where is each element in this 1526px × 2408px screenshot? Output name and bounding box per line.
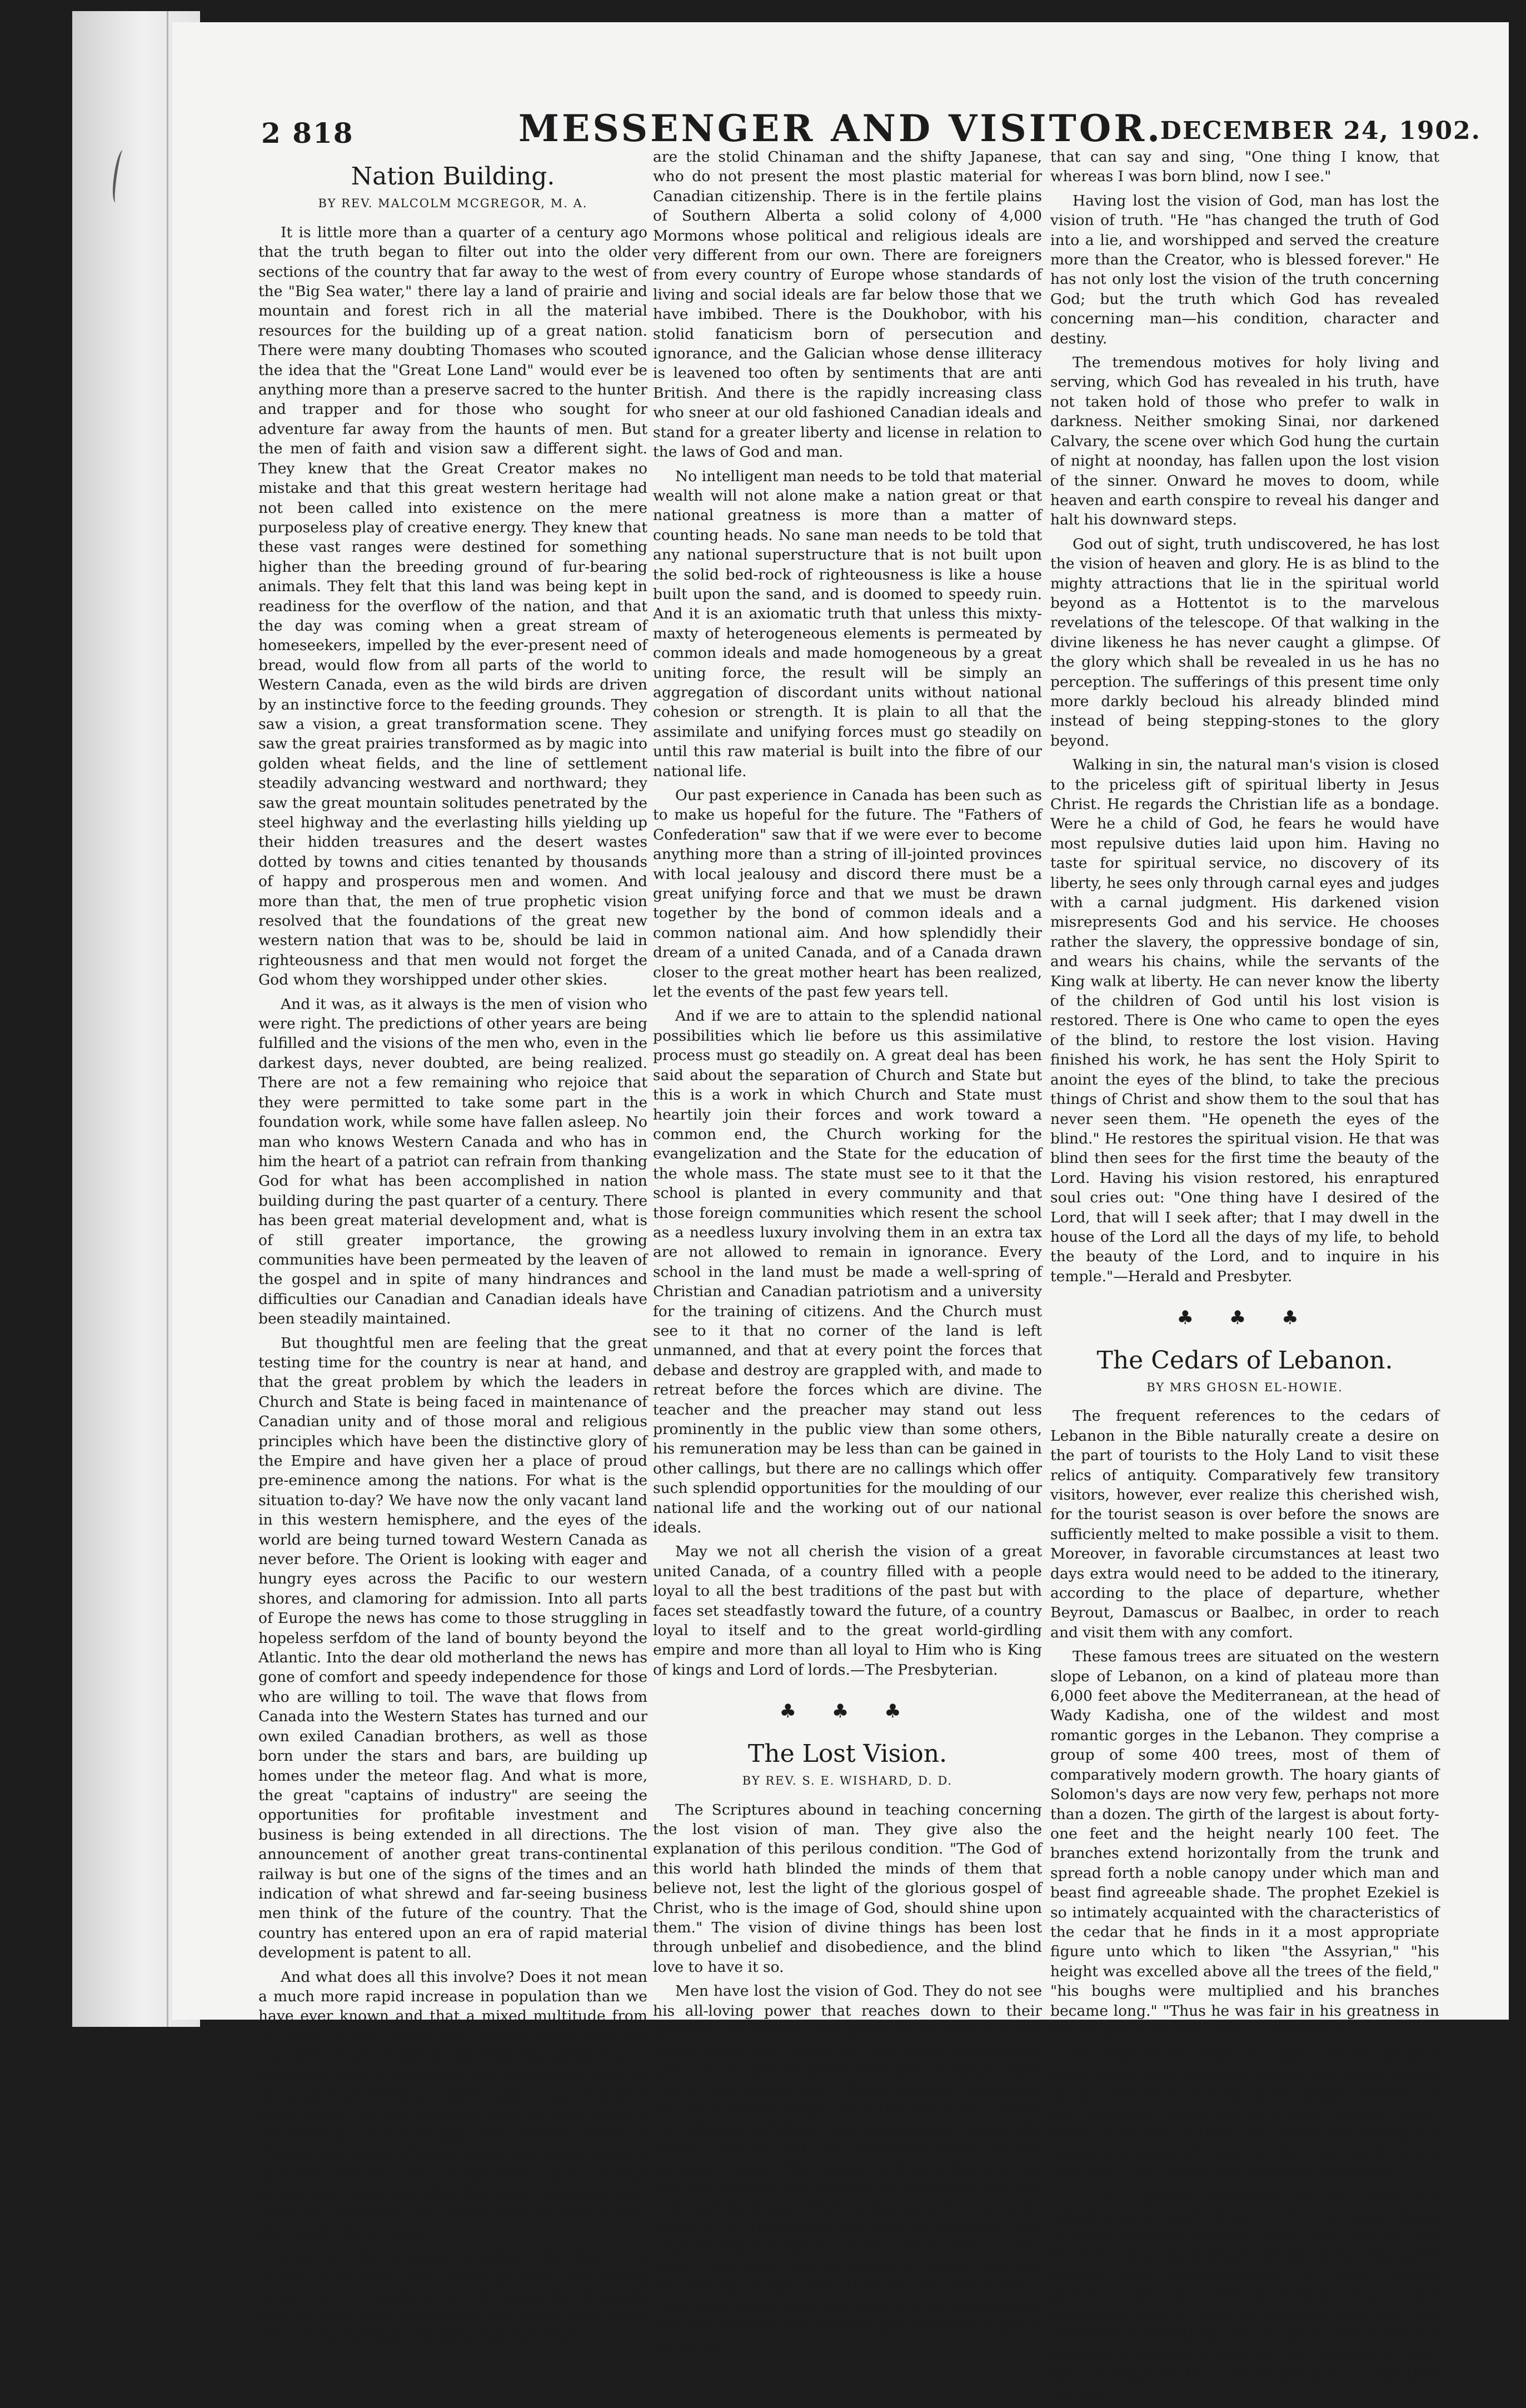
newspaper-title: MESSENGER AND VISITOR. [518,107,1163,150]
paragraph: are the stolid Chinaman and the shifty Japanese, who do not present the most plastic material for Canadian citizenship. There is in the fertile plains of Southern Alberta a solid colony of 4,000 Mormons whose political and religious ideals are very different from our own. There are foreigners from every country of Europe whose standards of living and social ideals are far below those that we have imbibed. There is the Doukhobor, with his stolid fanaticism born of persecution and ignorance, and the Galician whose dense illiteracy is leavened too often by sentiments that are anti British. And there is the rapidly increasing class who sneer at our old fashioned Canadian ideals and stand for a greater liberty and license in relation to the laws of God and man. [653,148,1042,461]
newspaper-page [172,22,1509,2402]
paragraph: that can say and sing, "One thing I know, that whereas I was born blind, now I see." [1050,148,1439,186]
paragraph: And it was, as it always is the men of vision who were right. The predictions of other years are being fulfilled and the visions of the men who, even in the darkest days, never doubted, are being realized. There are not a few remaining who rejoice that they were permitted to take some part in the foundation work, while some have fallen asleep. No man who knows Western Canada and who has in him the heart of a patriot can refrain from thanking God for what has been accomplished in nation building during the past quarter of a century. There has been great material development and, what is of still greater importance, the growing communities have been permeated by the leaven of the gospel and in spite of many hindrances and difficulties our Canadian and Canadian ideals have been steadily maintained. [258,995,647,1328]
paragraph: The tremendous motives for holy living and serving, which God has revealed in his truth, have not taken hold of those who prefer to walk in darkness. Neither smoking Sinai, nor darkened Calvary, the scene over which God hung the curtain of night at noonday, has fallen upon the lost vision of the sinner. Onward he moves to doom, while heaven and earth conspire to reveal his danger and halt his downward steps. [1050,354,1439,529]
paragraph: The Scriptures abound in teaching concerning the lost vision of man. They give also the explanation of this perilous condition. "The God of this world hath blinded the minds of them that believe not, lest the light of the glorious gospel of Christ, who is the image of God, should shine upon them." The vision of divine things has been lost through unbelief and disobedience, and the blind love to have it so. [653,1801,1042,1976]
byline-nation-building: BY REV. MALCOLM MCGREGOR, M. A. [318,197,588,211]
paragraph: And what does all this involve? Does it not mean a much more rapid increase in population than we have ever known and that a mixed multitude from all parts of the world will spread itself over our country? Does it not mean that the problems in statecraft and in education and missionary work in the past have been as child's play compared with those which we will speedily have to face? Does it not mean too that if Canada ever needed leaders in Church and State of large vision and noble outlook in order that the heart of the nation may be kept strong and true, and that the baser elements that work for weakness and decay may be kept under, she needs them today. [258,1968,647,2241]
paragraph: Men have lost the vision of God. They do not see his all-loving power that reaches down to their greatest necessities and perils. They have lost the vision of his holy character, and "have changed the glory of the uncorruptible God into an image made like of corruptible man." Blind unbelief represents God by a visible image, or if the idol is too coarse for cultured infidelity, the imagination paints the divine One to suit the depraved views of the darkened mind. The beauty and excellence of his glorious majesty are invisible to the minds that see only earthly things. Not having seen him by faith, there is no transformation into his likeness. The inspired representations of God are to them as idle tales. They have lost all power of vision, can see "no beauty in him that they should desire him." They have never seen the light of that countenance that has beamed life and brought unutterable joy to the souls [653,1982,1042,2354]
paragraph: Walking in sin, the natural man's vision is closed to the priceless gift of spiritual liberty in Jesus Christ. He regards the Christian life as a bondage. Were he a child of God, he fears he would have most repulsive duties laid upon him. Having no taste for spiritual service, no discovery of its liberty, he sees only through carnal eyes and judges with a carnal judgment. His darkened vision misrepresents God and his service. He chooses rather the slavery, the oppressive bondage of sin, and wears his chains, while the servants of the King walk at liberty. He can never know the liberty of the children of God until his lost vision is restored. There is One who came to open the eyes of the blind, to restore the lost vision. Having finished his work, he has sent the Holy Spirit to anoint the eyes of the blind, to take the precious things of Christ and show them to the soul that has never seen them. "He openeth the eyes of the blind." He restores the spiritual vision. He that was blind then sees for the first time the beauty of the Lord. Having his vision restored, his enraptured soul cries out: "One thing have I desired of the Lord, that will I seek after; that I may dwell in the house of the Lord all the days of my life, to behold the beauty of the Lord, and to inquire in his temple."—Herald and Presbyter. [1050,756,1439,1285]
paragraph: The frequent references to the cedars of Lebanon in the Bible naturally create a desire on the part of tourists to the Holy Land to visit these relics of antiquity. Comparatively few transitory visitors, however, ever realize this cherished wish, for the tourist season is over before the snows are sufficiently melted to make possible a visit to them. Moreover, in favorable circumstances at least two days extra would need to be added to the itinerary, according to the place of departure, whether Beyrout, Damascus or Baalbec, in order to reach and visit them with any comfort. [1050,1407,1439,1641]
paragraph: It is little more than a quarter of a century ago that the truth began to filter out into the older sections of the country that far away to the west of the "Big Sea water," there lay a land of prairie and mountain and forest rich in all the material resources for the building up of a great nation. There were many doubting Thomases who scouted the idea that the "Great Lone Land" would ever be anything more than a preserve sacred to the hunter and trapper and for those who sought for adventure far away from the haunts of men. But the men of faith and vision saw a different sight. They knew that the Great Creator makes no mistake and that this great western heritage had not been called into existence on the mere purposeless play of creative energy. They knew that these vast ranges were destined for something higher than the breeding ground of fur-bearing animals. They felt that this land was being kept in readiness for the overflow of the nation, and that the day was coming when a great stream of homeseekers, impelled by the ever-present need of bread, would flow from all parts of the world to Western Canada, even as the wild birds are driven by an instinctive force to the feeding grounds. They saw a vision, a great transformation scene. They saw the great prairies transformed as by magic into golden wheat fields, and the line of settlement steadily advancing westward and northward; they saw the great mountain solitudes penetrated by the steel highway and the everlasting hills yielding up their hidden treasures and the desert wastes dotted by towns and cities tenanted by thousands of happy and prosperous men and women. And more than that, the men of true prophetic vision resolved that the foundations of the great new western nation that was to be, should be laid in righteousness and that men would not forget the God whom they worshipped under other skies. [258,223,647,989]
paragraph: Look at the present situation. We have the Indian population and, although they are fading away every consideration of humanity demands that we shall deal generously and kindly with those into whose heritage we have entered. There [258,2248,647,2344]
paragraph: It is a grand experience to sit under the "shadowing shroud" (Ezek., 31:3,) the dense shade of these solemnly majestic trees, and look up into the rich, close, dark-green canopy above; the awful silence and impressiveness of their stately presence fills one with a feeling of awe and reverence that is akin to worship, and one can understand something of the spirit which led the heathen to choose groves for the worship of their idols, (I Kings 15:13,) and the awful snare that they became [1050,2188,1439,2402]
byline-cedars-of-lebanon: BY MRS GHOSN EL-HOWIE. [1146,1380,1343,1394]
section-divider: ♣ ♣ ♣ [1176,1307,1313,1330]
paragraph: God out of sight, truth undiscovered, he has lost the vision of heaven and glory. He is as blind to the mighty attractions that lie in the spiritual world beyond as a Hottentot is to the marvelous revelations of the telescope. Of that walking in the divine likeness he has never caught a glimpse. Of the glory which shall be revealed in us he has no perception. The sufferings of this present time only more darkly becloud his already blinded mind instead of being stepping-stones to the glory beyond. [1050,535,1439,750]
paragraph: Our past experience in Canada has been such as to make us hopeful for the future. The "Fathers of Confederation" saw that if we were ever to become anything more than a string of ill-jointed provinces with local jealousy and discord there must be a great unifying force and that we must be drawn together by the bond of common ideals and a common national aim. And how splendidly their dream of a united Canada, and of a Canada drawn closer to the great mother heart has been realized, let the events of the past few years tell. [653,787,1042,1001]
paragraph: Having lost the vision of God, man has lost the vision of truth. "He "has changed the truth of God into a lie, and worshipped and served the creature more than the Creator, who is blessed forever." He has not only lost the vision of the truth concerning God; but the truth which God has revealed concerning man—his condition, character and destiny. [1050,192,1439,347]
article-title-nation-building: Nation Building. [351,162,555,191]
paragraph: May we not all cherish the vision of a great united Canada, of a country filled with a people loyal to all the best traditions of the past but with faces set steadfastly toward the future, of a country loyal to itself and to the great world-girdling empire and more than all loyal to Him who is King of kings and Lord of lords.—The Presbyterian. [653,1543,1042,1678]
paragraph: But thoughtful men are feeling that the great testing time for the country is near at hand, and that the great problem by which the leaders in Church and State is being faced in maintenance of Canadian unity and of those moral and religious principles which have been the distinctive glory of the Empire and have given her a place of proud pre-eminence among the nations. For what is the situation to-day? We have now the only vacant land in this western hemisphere, and the eyes of the world are being turned toward Western Canada as never before. The Orient is looking with eager and hungry eyes across the Pacific to our western shores, and clamoring for admission. Into all parts of Europe the news has come to those struggling in hopeless serfdom of the land of bounty beyond the Atlantic. Into the dear old motherland the news has gone of comfort and speedy independence for those who are willing to toil. The wave that flows from Canada into the Western States has turned and our own exiled Canadian brothers, as well as those born under the stars and bars, are building up homes under the meteor flag. And what is more, the great "captains of industry" are seeing the opportunities for profitable investment and business is being extended in all directions. The announcement of another great trans-continental railway is but one of the signs of the times and an indication of what shrewd and far-seeing business men think of the future of the country. That the country has entered upon an era of rapid material development is patent to all. [258,1334,647,1962]
paragraph: And if we are to attain to the splendid national possibilities which lie before us this assimilative process must go steadily on. A great deal has been said about the separation of Church and State but this is a work in which Church and State must heartily join their forces and work toward a common end, the Church working for the evangelization and the State for the education of the whole mass. The state must see to it that the school is planted in every community and that those foreign communities which resent the school as a needless luxury involving them in an extra tax are not allowed to remain in ignorance. Every school in the land must be made a well-spring of Christian and Canadian patriotism and a university for the training of citizens. And the Church must see to it that no corner of the land is left unmanned, and that at every point the forces that debase and destroy are grappled with, and made to retreat before the forces which are divine. The teacher and the preacher may stand out less prominently in the public view than some others, his remuneration may be less than can be gained in other callings, but there are no callings which offer such splendid opportunities for the moulding of our national life and the working out of our national ideals. [653,1007,1042,1537]
article-title-cedars-of-lebanon: The Cedars of Lebanon. [1096,1346,1393,1375]
paragraph: The fruit of the cedar is a light-colored compact cone, about four inches in length and seven inches in circumference. It rests in an upright position on the branches, supported on a little wooden stem. Many hundreds of them are preserved among the valued souvenirs of travel in the Holy Land, in the cabinets of European and American travellers. [1050,2046,1439,2181]
section-divider: ♣ ♣ ♣ [779,1700,916,1723]
binding-crease [167,11,168,2027]
column-3 [1050,147,1439,2408]
column-2 [653,147,1042,2360]
issue-date: DECEMBER 24, 1902. [1160,117,1481,145]
column-1 [258,161,647,2350]
byline-lost-vision: BY REV. S. E. WISHARD, D. D. [742,1774,953,1788]
article-title-lost-vision: The Lost Vision. [747,1739,947,1768]
paragraph: These famous trees are situated on the western slope of Lebanon, on a kind of plateau more than 6,000 feet above the Mediterranean, at the head of Wady Kadisha, one of the wildest and most romantic gorges in the Lebanon. They comprise a group of some 400 trees, most of them of comparatively modern growth. The hoary giants of Solomon's days are now very few, perhaps not more than a dozen. The girth of the largest is about forty-one feet and the height nearly 100 feet. The branches extend horizontally from the trunk and spread forth a noble canopy under which man and beast find agreeable shade. The prophet Ezekiel is so intimately acquainted with the characteristics of the cedar that he finds in it a most appropriate figure unto which to liken "the Assyrian," "his height was excelled above all the trees of the field," "his boughs were multiplied and his branches became long." "Thus he was fair in his greatness in the length of his branches."—Ezekiel, 31. [1050,1648,1439,2039]
page-header [172,94,1509,156]
page-number: 2 818 [261,117,354,149]
paragraph: No intelligent man needs to be told that material wealth will not alone make a nation great or that national greatness is more than a matter of counting heads. No sane man needs to be told that any national superstructure that is not built upon the solid bed-rock of righteousness is like a house built upon the sand, and is doomed to speedy ruin. And it is an axiomatic truth that unless this mixty-maxty of heterogeneous elements is permeated by common ideals and made homogeneous by a great uniting force, the result will be simply an aggregation of discordant units without national cohesion or strength. It is plain to all that the assimilate and unifying forces must go steadily on until this raw material is built into the fibre of our national life. [653,467,1042,780]
